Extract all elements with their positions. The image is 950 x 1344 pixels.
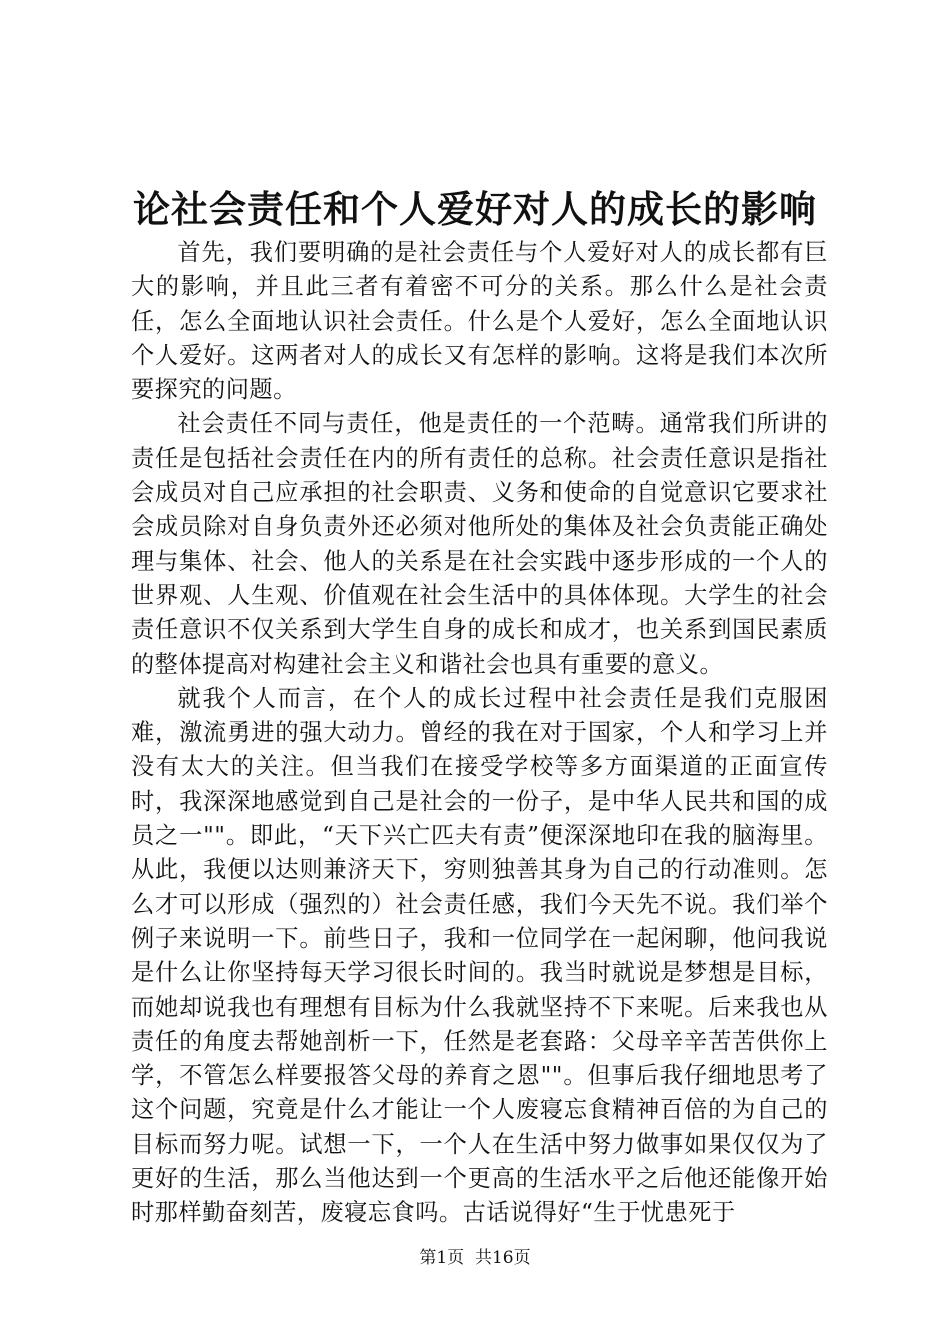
page-number-footer: 第1页 共16页 [419, 1248, 531, 1268]
document-title: 论社会责任和个人爱好对人的成长的影响 [133, 187, 817, 231]
paragraph-1: 首先，我们要明确的是社会责任与个人爱好对人的成长都有巨大的影响，并且此三者有着密不可分的关系。那么什么是社会责任，怎么全面地认识社会责任。什么是个人爱好，怎么全面地认识个人爱好。这两者对人的成长又有怎样的影响。这将是我们本次所要探究的问题。 [131, 239, 828, 404]
paragraph-3: 就我个人而言，在个人的成长过程中社会责任是我们克服困难，激流勇进的强大动力。曾经的我在对于国家，个人和学习上并没有太大的关注。但当我们在接受学校等多方面渠道的正面宣传时，我深深地感觉到自己是社会的一份子，是中华人民共和国的成员之一""。即此，“天下兴亡匹夫有责”便深深地印在我的脑海里。从此，我便以达则兼济天下，穷则独善其身为自己的行动准则。怎么才可以形成（强烈的）社会责任感，我们今天先不说。我们举个例子来说明一下。前些日子，我和一位同学在一起闲聊，他问我说是什么让你坚持每天学习很长时间的。我当时就说是梦想是目标，而她却说我也有理想有目标为什么我就坚持不下来呢。后来我也从责任的角度去帮她剖析一下，任然是老套路：父母辛辛苦苦供你上学，不管怎么样要报答父母的养育之恩""。但事后我仔细地思考了这个问题，究竟是什么才能让一个人废寝忘食精神百倍的为自己的目标而努力呢。试想一下，一个人在生活中努力做事如果仅仅为了更好的生活，那么当他达到一个更高的生活水平之后他还能像开始时那样勤奋刻苦，废寝忘食吗。古话说得好“生于忧患死于 [131, 684, 828, 1227]
document-body [131, 236, 828, 1231]
paragraph-2: 社会责任不同与责任，他是责任的一个范畴。通常我们所讲的责任是包括社会责任在内的所有责任的总称。社会责任意识是指社会成员对自己应承担的社会职责、义务和使命的自觉意识它要求社会成员除对自身负责外还必须对他所处的集体及社会负责能正确处理与集体、社会、他人的关系是在社会实践中逐步形成的一个人的世界观、人生观、价值观在社会生活中的具体体现。大学生的社会责任意识不仅关系到大学生自身的成长和成才，也关系到国民素质的整体提高对构建社会主义和谐社会也具有重要的意义。 [131, 410, 828, 678]
